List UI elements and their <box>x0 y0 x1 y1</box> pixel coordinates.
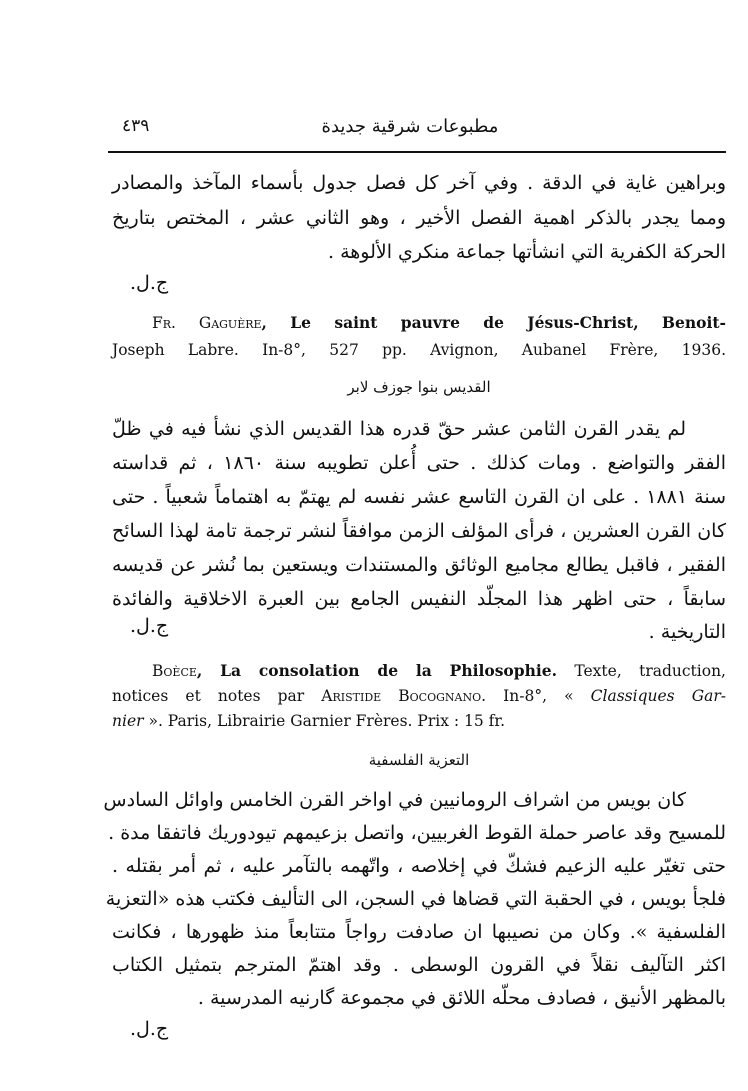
running-title: مطبوعات شرقية جديدة <box>321 116 499 137</box>
text-line: الفقير ، فاقبل يطالع مجاميع الوثائق والمستندات ويستعين بما نُشر عن قديسه <box>112 554 726 576</box>
citation-title: , La consolation de la Philosophie. <box>196 661 558 680</box>
text-line: كان القرن العشرين ، فرأى المؤلف الزمن موافقاً لنشر ترجمة تامة لهذا السائح <box>112 520 726 542</box>
text-line: بالمظهر الأنيق ، فصادف محلّه اللائق في مجموعة گارنيه المدرسية . <box>197 987 726 1009</box>
citation-line <box>112 708 726 734</box>
text-line: حتى تغيّر عليه الزعيم فشكّ في إخلاصه ، واتّهمه بالتآمر عليه ، ثم أمر بقتله . <box>112 855 726 877</box>
author: Boèce <box>152 662 197 680</box>
citation-text: . In-8°, « <box>481 687 591 705</box>
author: Fr. Gaguère <box>152 314 262 332</box>
text-line: الفقر والتواضع . ومات كذلك . حتى أُعلن تطويبه سنة ١٨٦٠ ، ثم قداسته <box>112 452 726 474</box>
signature: ج.ل. <box>130 272 169 294</box>
signature: ج.ل. <box>130 615 169 637</box>
series-name: nier <box>112 712 144 730</box>
citation-line: Joseph Labre. In-8°, 527 pp. Avignon, Aubanel Frère, 1936. <box>112 341 726 359</box>
citation-text: , Le saint pauvre de Jésus-Christ, Benoit- <box>261 313 726 332</box>
text-line: الفلسفية ». وكان من نصيبها ان صادفت رواجاً متتابعاً منذ ظهورها ، فكانت <box>112 921 726 943</box>
header-rule <box>108 151 726 153</box>
text-line: الحركة الكفرية التي انشأتها جماعة منكري الألوهة . <box>328 241 726 263</box>
text-line: وبراهين غاية في الدقة . وفي آخر كل فصل جدول بأسماء المآخذ والمصادر <box>112 172 726 194</box>
citation-line <box>112 310 726 336</box>
page-number: ٤٣٩ <box>122 116 150 136</box>
text-line: اكثر التآليف نقلاً في القرون الوسطى . وقد اهتمّ المترجم بتمثيل الكتاب <box>112 954 726 976</box>
text-line: سابقاً ، حتى اظهر هذا المجلّد النفيس الجامع بين العبرة الاخلاقية والفائدة <box>112 588 726 610</box>
citation-text: ». Paris, Librairie Garnier Frères. Prix : 15 fr. <box>143 712 506 730</box>
arabic-title: القديس بنوا جوزف لابر <box>347 378 491 396</box>
signature: ج.ل. <box>130 1018 169 1040</box>
editor: Aristide Bocognano <box>321 687 482 705</box>
text-line: فلجأ بويس ، في الحقبة التي قضاها في السجن، الى التأليف فكتب هذه «التعزية <box>105 888 726 910</box>
citation-line <box>112 658 726 684</box>
citation-text: notices et notes par <box>112 687 322 705</box>
citation-line <box>112 683 726 709</box>
text-line: لم يقدر القرن الثامن عشر حقّ قدره هذا القديس الذي نشأ فيه في ظلّ <box>112 418 686 440</box>
text-line: التاريخية . <box>648 621 726 643</box>
text-line: ومما يجدر بالذكر اهمية الفصل الأخير ، وهو الثاني عشر ، المختص بتاريخ <box>112 207 726 229</box>
citation-text: Texte, traduction, <box>557 662 726 680</box>
text-line: سنة ١٨٨١ . على ان القرن التاسع عشر نفسه لم يهتمّ به اهتماماً شعبياً . حتى <box>112 486 726 508</box>
arabic-title: التعزية الفلسفية <box>368 751 470 769</box>
text-line: للمسيح وقد عاصر حملة القوط الغربيين، واتصل بزعيمهم تيودوريك فاتفقا مدة . <box>108 822 726 844</box>
series-name: Classiques Gar- <box>590 687 726 705</box>
text-line: كان بويس من اشراف الرومانيين في اواخر القرن الخامس واوائل السادس <box>103 789 686 811</box>
